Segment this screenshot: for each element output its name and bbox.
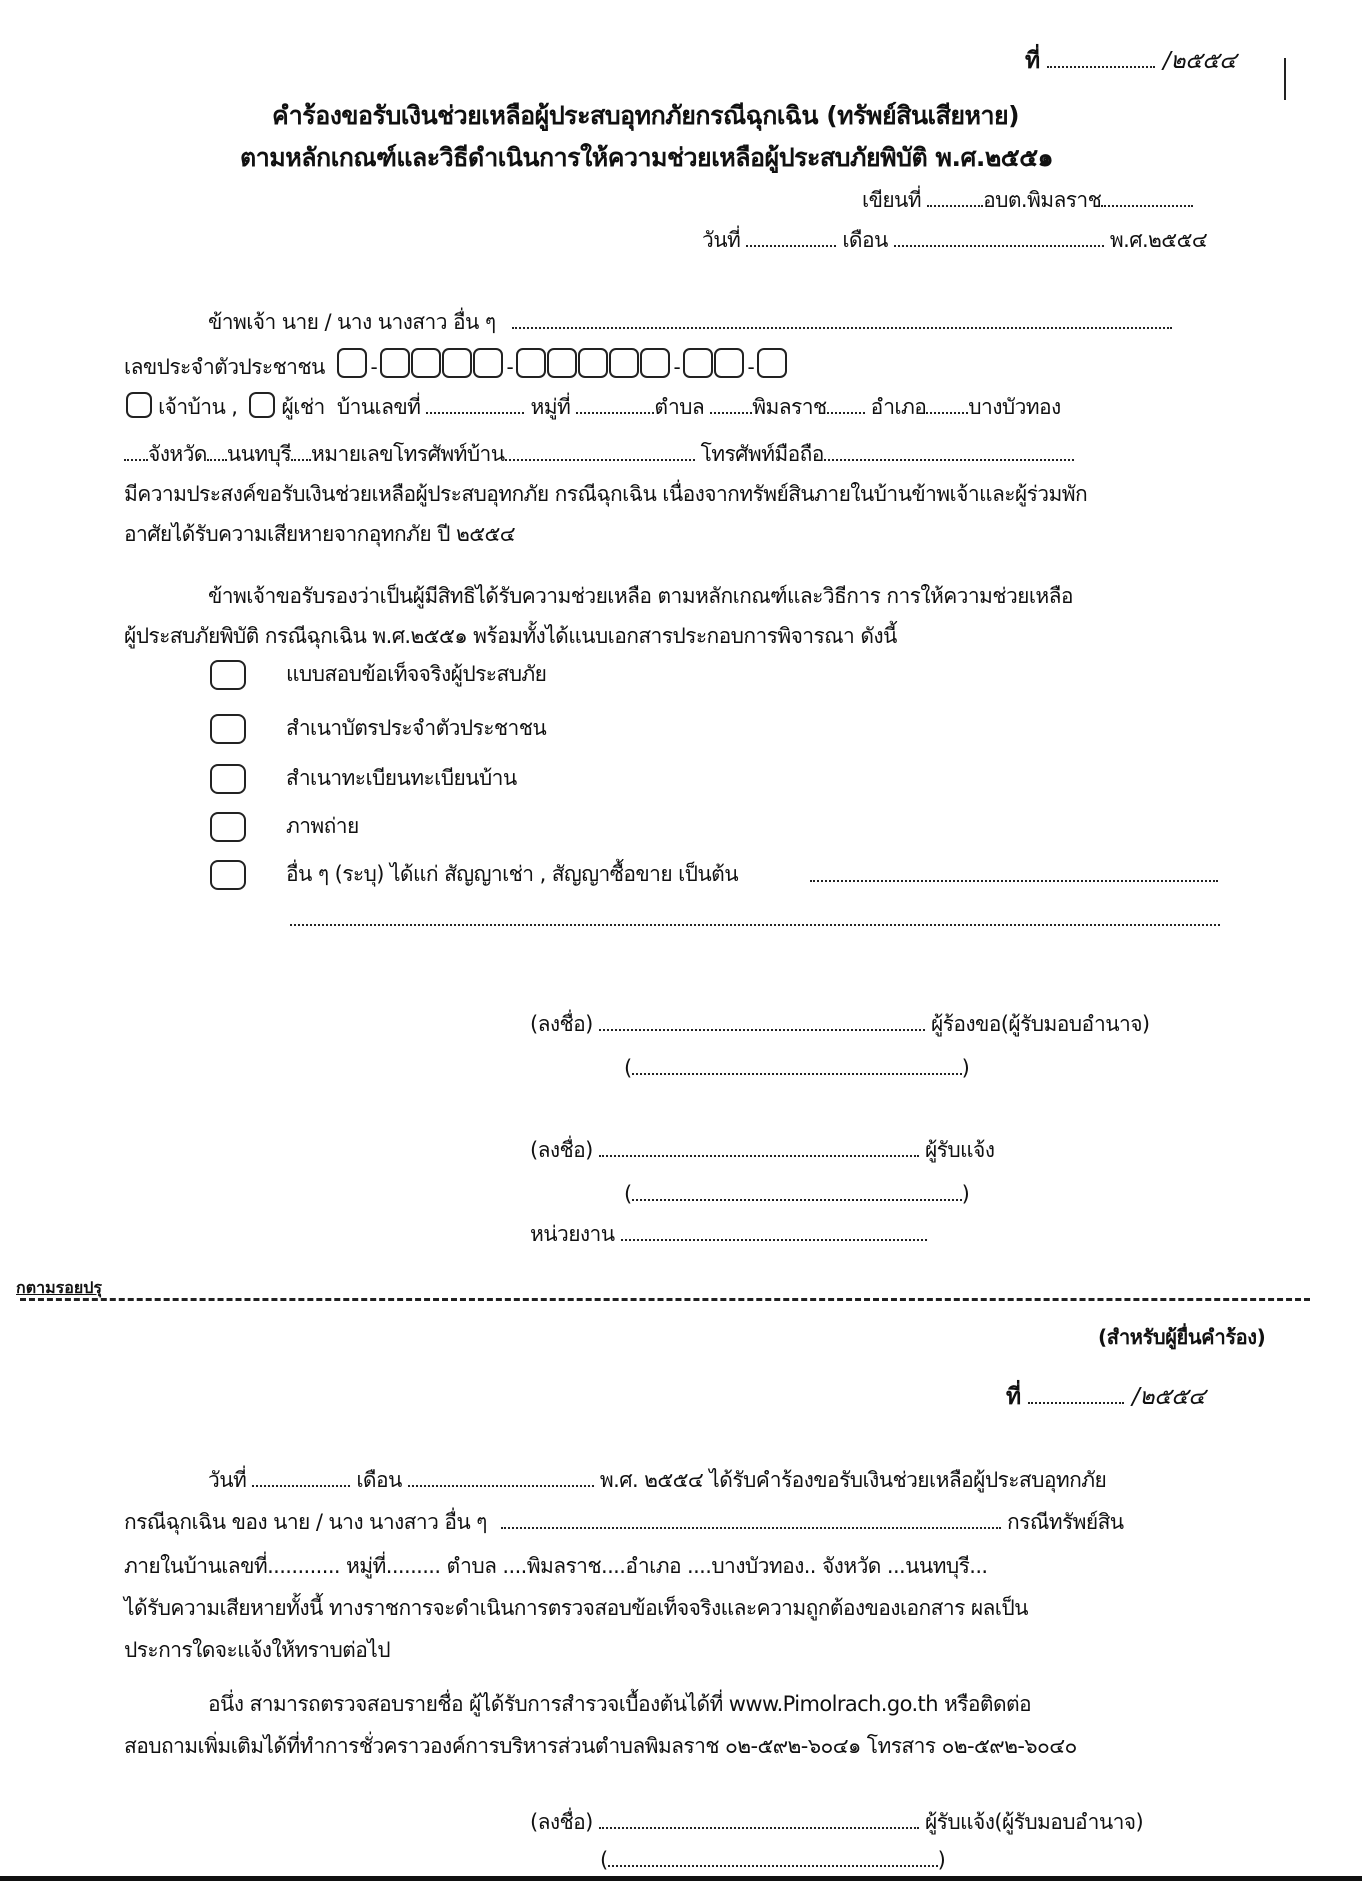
other-specify-field[interactable]	[810, 864, 1218, 882]
owner-label: เจ้าบ้าน	[158, 395, 226, 419]
certify-line-1: ข้าพเจ้าขอรับรองว่าเป็นผู้มีสิทธิได้รับความช่วยเหลือ ตามหลักเกณฑ์และวิธีการ การให้ความช่วยเหลือ	[208, 584, 1073, 608]
sign-label: (ลงชื่อ)	[530, 1012, 593, 1036]
dots	[710, 396, 752, 414]
owner-checkbox[interactable]	[126, 392, 152, 418]
paren-close: )	[961, 1056, 970, 1080]
form-title-line2: ตามหลักเกณฑ์และวิธีดำเนินการให้ความช่วยเหลือผู้ประสบภัยพิบัติ พ.ศ.๒๕๕๑	[240, 143, 1054, 172]
written-at-value[interactable]: อบต.พิมลราช	[983, 188, 1102, 212]
agency-field[interactable]	[621, 1223, 927, 1241]
paren-open: (	[600, 1848, 608, 1872]
receipt-receiver-signature	[530, 1808, 1143, 1836]
receipt-received-text: พ.ศ. ๒๕๕๔ ได้รับคำร้องขอรับเงินช่วยเหลือผู้ประสบอุทกภัย	[599, 1468, 1107, 1492]
citizen-id-digit-box[interactable]	[473, 348, 503, 378]
dots	[291, 443, 311, 461]
reference-number	[1025, 46, 1236, 76]
dots	[290, 908, 1220, 926]
receipt-month-field[interactable]	[408, 1469, 594, 1487]
ref-year: /๒๕๕๔	[1162, 48, 1237, 74]
id-separator: -	[673, 355, 681, 379]
citizen-id-digit-box[interactable]	[683, 348, 713, 378]
paren-close: )	[961, 1182, 970, 1206]
dots	[926, 396, 968, 414]
ref-label: ที่	[1025, 48, 1040, 74]
citizen-id-digit-box[interactable]	[516, 348, 546, 378]
year-label: พ.ศ.๒๕๕๔	[1109, 228, 1208, 252]
note-line-1: อนึ่ง สามารถตรวจสอบรายชื่อ ผู้ได้รับการสำรวจเบื้องต้นได้ที่ www.Pimolrach.go.th หรือติดต่อ	[208, 1692, 1032, 1716]
attachment-label: สำเนาบัตรประจำตัวประชาชน	[286, 716, 547, 740]
receipt-line-1	[208, 1466, 1106, 1494]
written-at	[862, 186, 1193, 214]
tenant-label: ผู้เช่า	[281, 395, 325, 419]
house-no-label: บ้านเลขที่	[336, 395, 421, 419]
receipt-printed-name	[600, 1846, 945, 1874]
month-label: เดือน	[842, 228, 888, 252]
citizen-id-digit-box[interactable]	[640, 348, 670, 378]
paren-open: (	[624, 1182, 632, 1206]
applicant-role: ผู้ร้องขอ(ผู้รับมอบอำนาจ)	[930, 1012, 1150, 1036]
certify-line-2: ผู้ประสบภัยพิบัติ กรณีฉุกเฉิน พ.ศ.๒๕๕๑ พร้อมทั้งได้แนบเอกสารประกอบการพิจารณา ดังนี้	[124, 624, 897, 648]
attachment-label: ภาพถ่าย	[286, 814, 359, 838]
ref-number-field[interactable]	[1047, 50, 1155, 68]
address-row-1: เจ้าบ้าน , ผู้เช่า บ้านเลขที่ หมู่ที่ ตำบล พิมลราช อำเภอ บางบัวทอง	[126, 392, 1061, 421]
purpose-line-2: อาศัยได้รับความเสียหายจากอุทกภัย ปี ๒๕๕๔	[124, 522, 516, 546]
cut-line-label: กตามรอยปรุ	[16, 1278, 102, 1297]
sign-label: (ลงชื่อ)	[530, 1138, 593, 1162]
agency-label: หน่วยงาน	[530, 1222, 615, 1246]
other-specify-line-2[interactable]	[290, 908, 1220, 930]
address-row-2	[124, 440, 1074, 468]
applicant-name-field[interactable]	[632, 1057, 962, 1075]
village-label: หมู่ที่	[530, 395, 571, 419]
id-separator: -	[370, 355, 378, 379]
attachment-label: อื่น ๆ (ระบุ) ได้แก่ สัญญาเช่า , สัญญาซื้อขาย เป็นต้น	[286, 862, 738, 886]
dots	[207, 443, 227, 461]
agency-row	[530, 1220, 927, 1248]
id-separator: -	[747, 355, 755, 379]
citizen-id-digit-box[interactable]	[578, 348, 608, 378]
citizen-id-digit-box[interactable]	[714, 348, 744, 378]
sign-label: (ลงชื่อ)	[530, 1810, 593, 1834]
province-value[interactable]: นนทบุรี	[226, 442, 292, 466]
dots	[827, 396, 865, 414]
province-label: จังหวัด	[148, 442, 207, 466]
attachment-label: แบบสอบข้อเท็จจริงผู้ประสบภัย	[286, 662, 547, 686]
receipt-receiver-role: ผู้รับแจ้ง(ผู้รับมอบอำนาจ)	[924, 1810, 1144, 1834]
subdistrict-value[interactable]: พิมลราช	[752, 395, 827, 419]
month-field[interactable]	[894, 229, 1104, 247]
receipt-reference-number	[1006, 1382, 1205, 1412]
attachment-checkbox[interactable]	[210, 660, 246, 690]
dots	[124, 443, 148, 461]
margin-mark	[1284, 58, 1286, 100]
district-label: อำเภอ	[870, 395, 927, 419]
receipt-line-2	[124, 1508, 1124, 1536]
applicant-signature	[530, 1010, 1150, 1038]
receipt-month-label: เดือน	[356, 1468, 402, 1492]
village-field[interactable]	[576, 396, 654, 414]
receipt-name-label: กรณีฉุกเฉิน ของ นาย / นาง นางสาว อื่น ๆ	[124, 1510, 487, 1534]
applicant-name-row	[208, 308, 1172, 336]
attachment-label: สำเนาทะเบียนทะเบียนบ้าน	[286, 766, 517, 790]
citizen-id-digit-box[interactable]	[380, 348, 410, 378]
attachment-checkbox[interactable]	[210, 714, 246, 744]
mobile-field[interactable]	[824, 443, 1074, 461]
district-value[interactable]: บางบัวทอง	[968, 395, 1061, 419]
attachment-checkbox[interactable]	[210, 812, 246, 842]
note-line-2: สอบถามเพิ่มเติมได้ที่ทำการชั่วคราวองค์การบริหารส่วนตำบลพิมลราช ๐๒-๕๙๒-๖๐๔๑ โทรสาร ๐๒-๕๙๒-๖๐๔๐	[124, 1734, 1077, 1758]
citizen-id-boxes	[337, 355, 788, 379]
attachment-checkbox[interactable]	[210, 860, 246, 890]
subdistrict-label: ตำบล	[654, 395, 705, 419]
written-at-label: เขียนที่	[862, 188, 922, 212]
paren-open: (	[624, 1056, 632, 1080]
form-date	[702, 226, 1207, 254]
paren-close: )	[937, 1848, 946, 1872]
name-field[interactable]	[512, 311, 1172, 329]
receipt-signature-field[interactable]	[599, 1811, 919, 1829]
cut-line	[20, 1298, 1310, 1301]
receipt-property-label: กรณีทรัพย์สิน	[1007, 1510, 1124, 1534]
receiver-signature	[530, 1136, 994, 1164]
dots	[927, 189, 983, 207]
form-title-line1: คำร้องขอรับเงินช่วยเหลือผู้ประสบอุทกภัยกรณีฉุกเฉิน (ทรัพย์สินเสียหาย)	[272, 101, 1020, 130]
name-label: ข้าพเจ้า นาย / นาง นางสาว อื่น ๆ	[208, 310, 496, 334]
receipt-day-field[interactable]	[252, 1469, 350, 1487]
receipt-date-label: วันที่	[208, 1468, 247, 1492]
home-phone-label: หมายเลขโทรศัพท์บ้าน	[311, 442, 505, 466]
day-field[interactable]	[746, 229, 836, 247]
citizen-id-digit-box[interactable]	[411, 348, 441, 378]
attachment-checkbox[interactable]	[210, 764, 246, 794]
receipt-line-4: ได้รับความเสียหายทั้งนี้ ทางราชการจะดำเนินการตรวจสอบข้อเท็จจริงและความถูกต้องของเอกสาร ผลเป็น	[124, 1596, 1028, 1620]
receipt-line-5: ประการใดจะแจ้งให้ทราบต่อไป	[124, 1638, 390, 1662]
id-separator: -	[506, 355, 514, 379]
receiver-printed-name	[624, 1180, 969, 1208]
home-phone-field[interactable]	[505, 443, 695, 461]
citizen-id-digit-box[interactable]	[337, 348, 367, 378]
citizen-id-digit-box[interactable]	[442, 348, 472, 378]
house-no-field[interactable]	[426, 396, 524, 414]
tenant-checkbox[interactable]	[249, 392, 275, 418]
receiver-role: ผู้รับแจ้ง	[924, 1138, 995, 1162]
applicant-printed-name	[624, 1054, 969, 1082]
citizen-id-label: เลขประจำตัวประชาชน	[124, 355, 325, 379]
citizen-id-row	[124, 348, 788, 381]
citizen-id-digit-box[interactable]	[609, 348, 639, 378]
mobile-label: โทรศัพท์มือถือ	[700, 442, 824, 466]
receipt-name-sign-field[interactable]	[608, 1849, 938, 1867]
dots	[1101, 189, 1193, 207]
receipt-for-label: (สำหรับผู้ยื่นคำร้อง)	[1098, 1325, 1266, 1349]
scan-edge	[0, 1876, 1362, 1881]
receipt-ref-field[interactable]	[1028, 1386, 1124, 1404]
receipt-line-3: ภายในบ้านเลขที่............ หมู่ที่......... ตำบล ....พิมลราช....อำเภอ ....บางบัวทอง.. จังหวัด ...นนทบุรี...	[124, 1554, 988, 1578]
citizen-id-digit-box[interactable]	[757, 348, 787, 378]
receipt-ref-year: /๒๕๕๔	[1131, 1384, 1206, 1410]
receiver-signature-field[interactable]	[599, 1139, 919, 1157]
receipt-ref-label: ที่	[1006, 1384, 1021, 1410]
receipt-name-field[interactable]	[501, 1511, 1001, 1529]
date-label: วันที่	[702, 228, 741, 252]
citizen-id-digit-box[interactable]	[547, 348, 577, 378]
purpose-line-1: มีความประสงค์ขอรับเงินช่วยเหลือผู้ประสบอุทกภัย กรณีฉุกเฉิน เนื่องจากทรัพย์สินภายในบ้านข้าพเจ้าและผู้ร่วมพัก	[124, 482, 1088, 506]
receiver-name-field[interactable]	[632, 1183, 962, 1201]
applicant-signature-field[interactable]	[599, 1013, 925, 1031]
